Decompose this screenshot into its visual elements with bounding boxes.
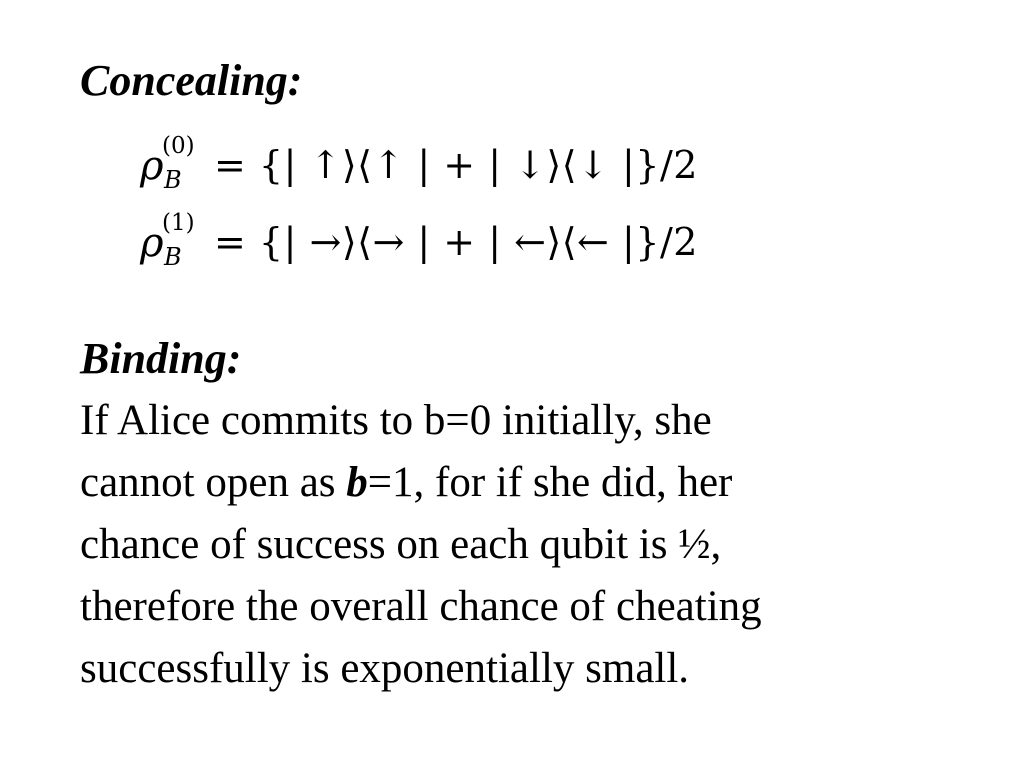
concealing-heading: Concealing: <box>80 56 303 105</box>
binding-heading: Binding: <box>80 334 242 383</box>
rho-letter: ρ <box>140 143 164 189</box>
density-matrix-equation-0 <box>140 135 698 195</box>
density-matrix-equation-1 <box>140 212 698 272</box>
paragraph-line-4: therefore the overall chance of cheating <box>80 583 762 630</box>
paragraph-line-3: chance of success on each qubit is ½, <box>80 521 722 568</box>
paragraph-line-2 <box>80 452 960 514</box>
variable-b: b <box>346 459 368 506</box>
rho-b-1-symbol <box>140 212 214 272</box>
paragraph-line-1: If Alice commits to b=0 initially, she <box>80 397 712 444</box>
line-2-prefix: cannot open as <box>80 459 347 506</box>
rho-subscript: B <box>164 243 182 271</box>
paragraph-line-5: successfully is exponentially small. <box>80 645 690 692</box>
binding-paragraph <box>80 390 960 700</box>
rho-subscript: B <box>164 166 182 194</box>
line-2-suffix: =1, for if she did, her <box>367 459 733 506</box>
rho-b-0-symbol <box>140 135 214 195</box>
rho-superscript: (0) <box>162 133 195 159</box>
equation-rhs-1: = {| →⟩⟨→ | + | ←⟩⟨← |}/2 <box>214 220 698 264</box>
rho-letter: ρ <box>140 220 164 266</box>
equation-rhs-0: = {| ↑⟩⟨↑ | + | ↓⟩⟨↓ |}/2 <box>214 143 698 187</box>
rho-superscript: (1) <box>162 210 195 236</box>
